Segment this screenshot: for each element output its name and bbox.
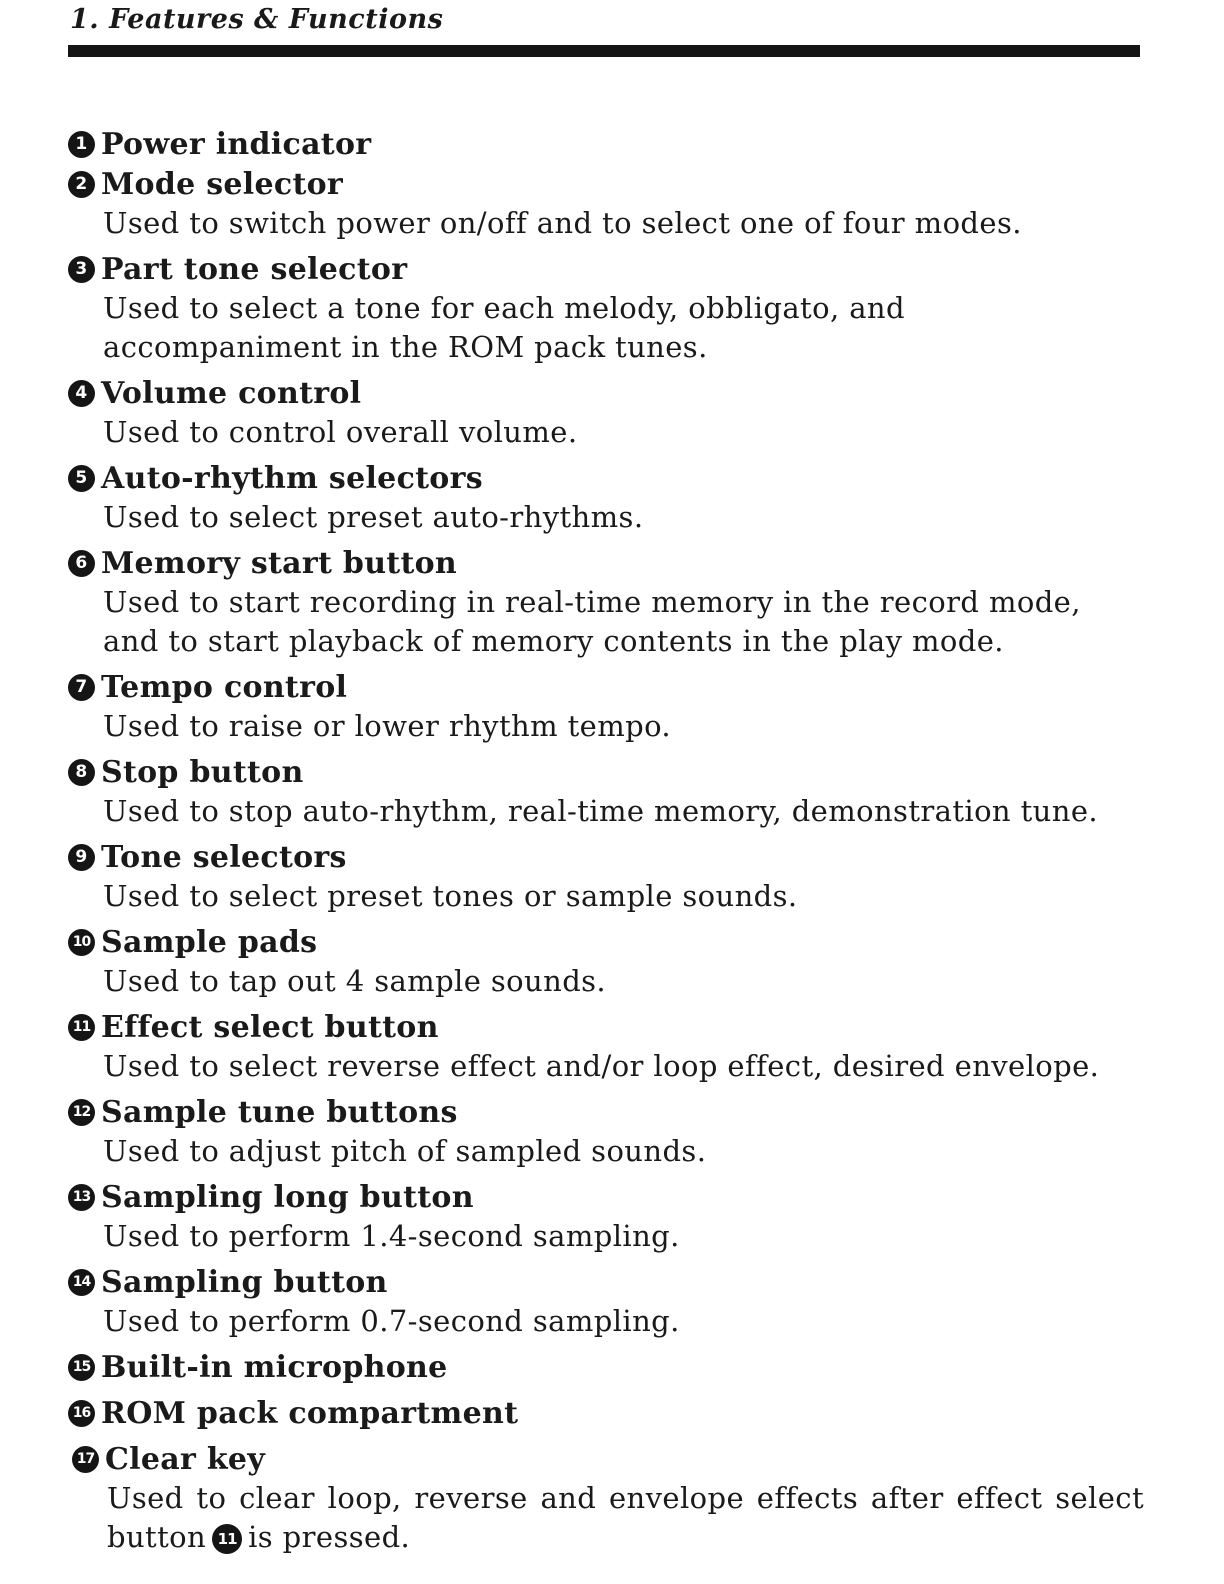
feature-description: Used to switch power on/off and to select one of four modes. [103, 206, 1022, 240]
feature-title [68, 458, 1144, 498]
number-badge-icon: 8 [68, 759, 95, 786]
feature-description: Used to control overall volume. [103, 415, 578, 449]
feature-title-text: Volume control [101, 375, 362, 411]
feature-description: Used to raise or lower rhythm tempo. [103, 709, 672, 743]
number-badge-icon: 4 [68, 380, 95, 407]
feature-title-text: Auto-rhythm selectors [101, 460, 483, 496]
number-badge-icon: 7 [68, 674, 95, 701]
feature-item [68, 922, 1144, 1001]
number-badge-icon: 12 [68, 1099, 95, 1126]
feature-description [72, 1479, 1144, 1557]
feature-title [68, 1177, 1144, 1217]
feature-item [68, 1262, 1144, 1341]
feature-title [68, 164, 1144, 204]
feature-item [68, 543, 1144, 661]
feature-item [68, 373, 1144, 452]
feature-description: Used to start recording in real-time memory in the record mode, and to start playback of memory contents in the play mode. [103, 585, 1081, 658]
feature-title-text: Sample tune buttons [101, 1094, 458, 1130]
feature-description: Used to perform 1.4-second sampling. [103, 1219, 680, 1253]
feature-title-text: Built-in microphone [101, 1349, 448, 1385]
feature-item [68, 752, 1144, 831]
number-badge-icon: 6 [68, 550, 95, 577]
feature-title-text: ROM pack compartment [101, 1395, 519, 1431]
feature-title-text: Stop button [101, 754, 304, 790]
feature-title-text: Tempo control [101, 669, 348, 705]
feature-title [68, 752, 1144, 792]
feature-description: Used to select reverse effect and/or loop effect, desired envelope. [103, 1049, 1100, 1083]
feature-title-text: Sampling long button [101, 1179, 474, 1215]
features-list [68, 124, 1144, 1563]
feature-title [68, 1092, 1144, 1132]
feature-item [68, 1393, 1144, 1433]
feature-description: Used to tap out 4 sample sounds. [103, 964, 607, 998]
number-badge-icon: 11 [68, 1014, 95, 1041]
feature-title [68, 124, 1144, 164]
feature-description: Used to select a tone for each melody, obbligato, and accompaniment in the ROM pack tunes. [103, 291, 905, 364]
description-text-end: is pressed. [248, 1520, 411, 1554]
header-rule [68, 45, 1140, 57]
feature-title-text: Clear key [105, 1441, 266, 1477]
description-text: Used to clear loop, reverse and envelope effects after effect select button [107, 1481, 1144, 1554]
feature-title-text: Power indicator [101, 126, 372, 162]
feature-title [72, 1439, 1144, 1479]
number-badge-icon: 13 [68, 1184, 95, 1211]
number-badge-icon: 5 [68, 465, 95, 492]
feature-title-text: Mode selector [101, 166, 344, 202]
number-badge-icon: 15 [68, 1354, 95, 1381]
feature-title-text: Sampling button [101, 1264, 388, 1300]
number-badge-icon: 9 [68, 844, 95, 871]
feature-title [68, 667, 1144, 707]
number-badge-icon: 3 [68, 256, 95, 283]
feature-item [68, 1092, 1144, 1171]
feature-description: Used to select preset tones or sample sounds. [103, 879, 798, 913]
feature-title [68, 837, 1144, 877]
feature-title-text: Tone selectors [101, 839, 347, 875]
feature-title [68, 1393, 1144, 1433]
number-badge-icon: 10 [68, 929, 95, 956]
feature-item [68, 124, 1144, 164]
feature-item [68, 249, 1144, 367]
number-badge-icon: 14 [68, 1269, 95, 1296]
feature-title-text: Effect select button [101, 1009, 439, 1045]
feature-title [68, 1262, 1144, 1302]
feature-item [68, 1007, 1144, 1086]
number-badge-icon: 2 [68, 171, 95, 198]
feature-title-text: Part tone selector [101, 251, 408, 287]
feature-item [68, 667, 1144, 746]
feature-item [68, 1177, 1144, 1256]
feature-description: Used to stop auto-rhythm, real-time memory, demonstration tune. [103, 794, 1099, 828]
feature-item [68, 1347, 1144, 1387]
feature-title [68, 1347, 1144, 1387]
page-header-title: 1. Features & Functions [70, 4, 444, 35]
feature-title [68, 1007, 1144, 1047]
feature-description: Used to adjust pitch of sampled sounds. [103, 1134, 707, 1168]
feature-description: Used to select preset auto-rhythms. [103, 500, 644, 534]
feature-item [68, 837, 1144, 916]
feature-description: Used to perform 0.7-second sampling. [103, 1304, 680, 1338]
feature-item [68, 1439, 1144, 1557]
feature-title [68, 373, 1144, 413]
feature-item [68, 164, 1144, 243]
feature-title [68, 922, 1144, 962]
number-badge-icon: 1 [68, 131, 95, 158]
number-badge-icon: 16 [68, 1400, 95, 1427]
feature-title-text: Sample pads [101, 924, 318, 960]
number-badge-icon: 17 [72, 1446, 99, 1473]
feature-title-text: Memory start button [101, 545, 458, 581]
feature-title [68, 543, 1144, 583]
number-reference-icon: 11 [212, 1524, 242, 1554]
feature-title [68, 249, 1144, 289]
feature-item [68, 458, 1144, 537]
